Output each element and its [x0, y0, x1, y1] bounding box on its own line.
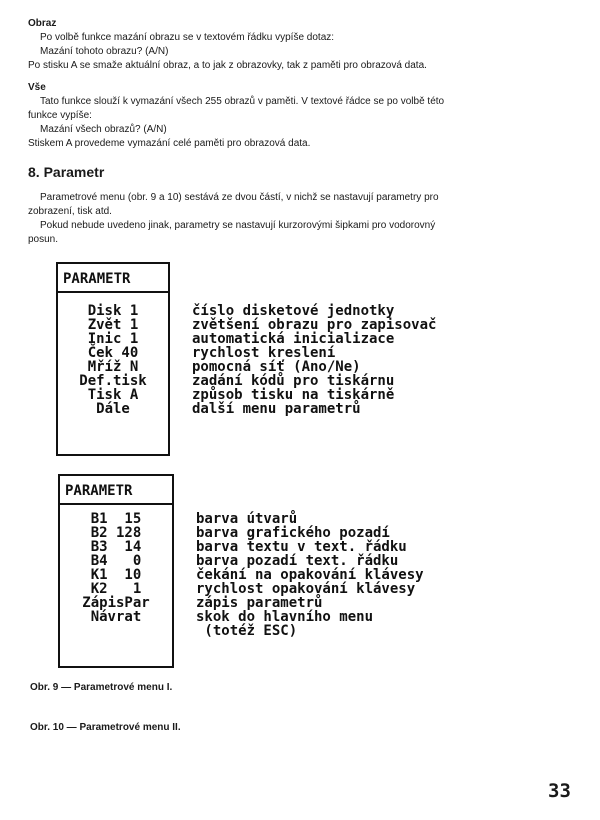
- figure-9-caption: Obr. 9 — Parametrové menu I.: [30, 682, 173, 693]
- para2-line-2: posun.: [28, 234, 59, 245]
- figure-10-caption: Obr. 10 — Parametrové menu II.: [30, 722, 181, 733]
- para1-line-1: Parametrové menu (obr. 9 a 10) sestává ze dvou částí, v nichž se nastavují parametry pro: [40, 192, 439, 203]
- menu1-key: Inic 1: [87, 331, 139, 347]
- menu2-desc: skok do hlavního menu: [196, 609, 374, 625]
- para2-line-1: Pokud nebude uvedeno jinak, parametry se nastavují kurzorovými šipkami pro vodorovný: [40, 220, 436, 231]
- menu1-key: Def.tisk: [79, 373, 147, 389]
- obraz-heading: Obraz: [28, 18, 57, 29]
- menu1-desc: rychlost kreslení: [192, 345, 336, 361]
- menu1-header-row: [58, 264, 168, 293]
- vse-line-3: Mazání všech obrazů? (A/N): [40, 124, 167, 135]
- page-number: 33: [548, 780, 571, 802]
- vse-line-2: funkce vypíše:: [28, 110, 92, 121]
- menu2-key: ZápisPar: [82, 595, 150, 611]
- menu2-key: B2 128: [90, 525, 142, 541]
- para1-line-2: zobrazení, tisk atd.: [28, 206, 112, 217]
- menu1-desc: pomocná síť (Ano/Ne): [192, 359, 361, 375]
- menu1-desc: zadání kódů pro tiskárnu: [192, 373, 395, 389]
- menu2-desc: barva útvarů: [196, 511, 298, 527]
- menu1-key: Mříž N: [87, 359, 139, 375]
- menu2-key: B1 15: [90, 511, 142, 527]
- menu1-desc: způsob tisku na tiskárně: [192, 387, 395, 403]
- section-title: 8. Parametr: [28, 164, 105, 180]
- menu2-key: K2 1: [90, 581, 142, 597]
- menu2-key: K1 10: [90, 567, 142, 583]
- menu1-key: Ček 40: [87, 345, 139, 361]
- vse-line-1: Tato funkce slouží k vymazání všech 255 obrazů v paměti. V textové řádce se po volbě této: [40, 96, 445, 107]
- menu2-desc: barva pozadí text. řádku: [196, 553, 399, 569]
- menu1-desc: automatická inicializace: [192, 331, 395, 347]
- menu2-desc: barva grafického pozadí: [196, 525, 390, 541]
- vse-heading: Vše: [28, 82, 46, 93]
- menu1-desc: další menu parametrů: [192, 401, 361, 417]
- vse-line-4: Stiskem A provedeme vymazání celé paměti pro obrazová data.: [28, 138, 311, 149]
- menu2-desc: rychlost opakování klávesy: [196, 581, 416, 597]
- obraz-line-2: Mazání tohoto obrazu? (A/N): [40, 46, 169, 57]
- obraz-line-1: Po volbě funkce mazání obrazu se v textovém řádku vypíše dotaz:: [40, 32, 335, 43]
- menu1-key: Dále: [96, 401, 130, 417]
- menu2-note: (totéž ESC): [196, 623, 298, 639]
- menu1-desc: číslo disketové jednotky: [192, 303, 395, 319]
- menu2-desc: čekání na opakování klávesy: [196, 567, 424, 583]
- menu2-key: Návrat: [90, 609, 142, 625]
- menu2-header: PARAMETR: [65, 483, 133, 499]
- menu1-key: Disk 1: [87, 303, 139, 319]
- menu2-key: B3 14: [90, 539, 142, 555]
- obraz-line-3: Po stisku A se smaže aktuální obraz, a to jak z obrazovky, tak z paměti pro obrazová data.: [28, 60, 427, 71]
- menu1-key: Zvět 1: [87, 317, 139, 333]
- menu2-header-row: [60, 476, 172, 505]
- menu2-desc: zápis parametrů: [196, 595, 323, 611]
- menu2-desc: barva textu v text. řádku: [196, 539, 407, 555]
- menu2-key: B4 0: [90, 553, 142, 569]
- menu1-header: PARAMETR: [63, 271, 131, 287]
- menu1-desc: zvětšení obrazu pro zapisovač: [192, 317, 437, 333]
- menu1-key: Tisk A: [87, 387, 139, 403]
